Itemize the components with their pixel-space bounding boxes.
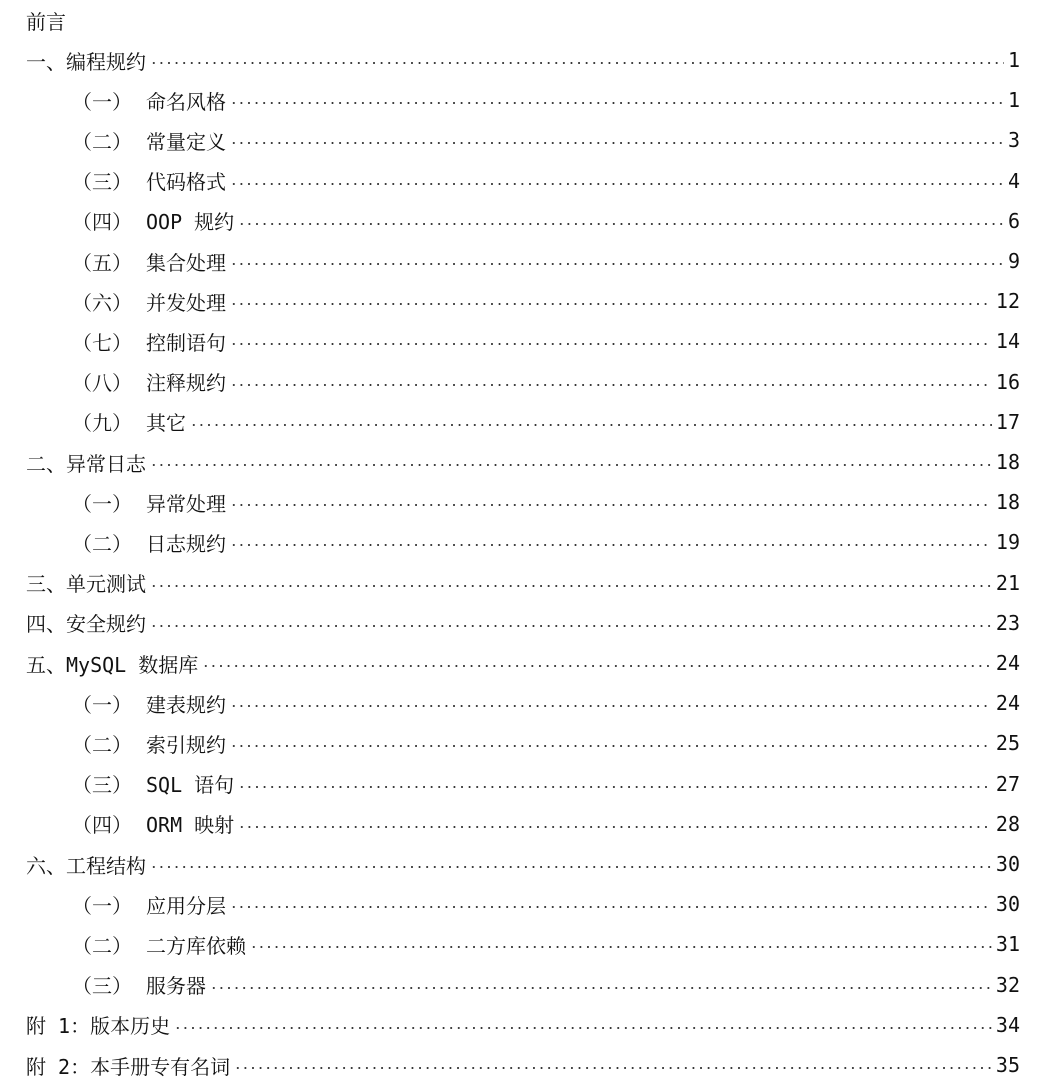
dot-leader [250, 946, 992, 948]
toc-entry-number: （四） [72, 813, 132, 838]
dot-leader [230, 303, 992, 305]
toc-entry-title: 安全规约 [66, 612, 146, 637]
toc-entry-page-number: 23 [995, 610, 1020, 635]
toc-entry[interactable] [26, 723, 1020, 763]
toc-entry[interactable] [26, 80, 1020, 120]
toc-entry-title: 索引规约 [146, 732, 226, 757]
dot-leader [150, 625, 992, 627]
toc-entry-title: 常量定义 [146, 129, 226, 154]
toc-entry[interactable] [26, 1005, 1020, 1045]
dot-leader [230, 745, 992, 747]
toc-entry[interactable] [26, 40, 1020, 80]
toc-entry[interactable] [26, 241, 1020, 281]
dot-leader [230, 343, 992, 345]
toc-entry[interactable] [26, 120, 1020, 160]
toc-entry-number: （一） [72, 491, 132, 516]
toc-entry[interactable] [26, 281, 1020, 321]
toc-entry[interactable] [26, 482, 1020, 522]
toc-entry-number: （三） [72, 170, 132, 195]
toc-entry[interactable] [26, 321, 1020, 361]
dot-leader [190, 424, 992, 426]
toc-entry-number: （三） [72, 773, 132, 798]
dot-leader [150, 464, 992, 466]
toc-entry-number: （四） [72, 210, 132, 235]
toc-entry[interactable] [26, 1045, 1020, 1085]
toc-heading-text: 前言 [26, 9, 66, 34]
dot-leader [230, 102, 1004, 104]
toc-entry[interactable] [26, 804, 1020, 844]
toc-entry-number: （七） [72, 330, 132, 355]
dot-leader [230, 705, 992, 707]
toc-entry[interactable] [26, 643, 1020, 683]
toc-entry[interactable] [26, 683, 1020, 723]
dot-leader [230, 504, 992, 506]
toc-entry-number: （五） [72, 250, 132, 275]
toc-entry-page-number: 3 [1007, 128, 1020, 153]
toc-entry-page-number: 35 [995, 1053, 1020, 1077]
toc-entry-title: 日志规约 [146, 531, 226, 556]
toc-entry-page-number: 32 [995, 972, 1020, 997]
toc-entry-page-number: 24 [995, 691, 1020, 716]
dot-leader [230, 263, 1004, 265]
toc-entry-number: （二） [72, 933, 132, 958]
toc-entry-page-number: 28 [995, 811, 1020, 836]
toc-entry-page-number: 4 [1007, 168, 1020, 193]
toc-entry-title: MySQL 数据库 [66, 652, 199, 677]
toc-entry-title: 本手册专有名词 [90, 1054, 231, 1079]
dot-leader [238, 223, 1004, 225]
toc-entry-number: （九） [72, 411, 132, 436]
dot-leader [150, 585, 992, 587]
toc-entry-number: 一、 [26, 49, 66, 74]
toc-entry-page-number: 9 [1007, 249, 1020, 273]
toc-entry-number: （三） [72, 974, 132, 999]
toc-entry-title: 服务器 [146, 974, 206, 999]
toc-entry-number: 六、 [26, 853, 66, 878]
toc-entry-title: 控制语句 [146, 330, 226, 355]
toc-entry-page-number: 21 [995, 570, 1020, 595]
toc-entry-title: 版本历史 [90, 1014, 171, 1039]
toc-entry-title: 其它 [146, 411, 186, 436]
toc-entry-number: （六） [72, 290, 132, 315]
toc-entry-title: 集合处理 [146, 250, 226, 275]
toc-entry-title: SQL 语句 [146, 773, 235, 798]
toc-entry-page-number: 1 [1007, 88, 1020, 113]
toc-entry[interactable] [26, 844, 1020, 884]
toc-entry-number: （二） [72, 531, 132, 556]
toc-entry-number: （一） [72, 893, 132, 918]
toc-entry-page-number: 31 [995, 932, 1020, 957]
toc-entry-page-number: 16 [995, 369, 1020, 394]
toc-entry-page-number: 12 [995, 289, 1020, 314]
toc-entry-title: 命名风格 [146, 89, 226, 114]
toc-entry-page-number: 18 [995, 490, 1020, 515]
toc-entry-page-number: 18 [995, 450, 1020, 474]
toc-entry-page-number: 30 [995, 852, 1020, 876]
dot-leader [238, 826, 992, 828]
dot-leader [238, 786, 992, 788]
toc-entry-page-number: 24 [995, 651, 1020, 675]
toc-entry-title: 单元测试 [66, 572, 146, 597]
dot-leader [230, 906, 992, 908]
toc-entry[interactable] [26, 362, 1020, 402]
toc-entry[interactable] [26, 764, 1020, 804]
toc-entry[interactable] [26, 442, 1020, 482]
toc-entry-title: 异常日志 [66, 451, 146, 476]
toc-entry-number: （八） [72, 371, 132, 396]
toc-entry-page-number: 19 [995, 530, 1020, 555]
dot-leader [230, 142, 1004, 144]
toc-entry[interactable] [26, 201, 1020, 241]
toc-entry-page-number: 25 [995, 731, 1020, 756]
toc-entry[interactable] [26, 402, 1020, 442]
dot-leader [230, 183, 1004, 185]
dot-leader [174, 1027, 992, 1029]
toc-entry-number: 五、 [26, 652, 66, 677]
toc-entry-title: 编程规约 [66, 49, 146, 74]
toc-entry-number: 附 2： [26, 1054, 91, 1079]
toc-entry-number: （二） [72, 732, 132, 757]
dot-leader [230, 544, 992, 546]
toc-entry-title: OOP 规约 [146, 210, 235, 235]
dot-leader [150, 62, 1004, 64]
toc-entry[interactable] [26, 603, 1020, 643]
toc-entry-title: 代码格式 [146, 170, 226, 195]
toc-entry[interactable] [26, 563, 1020, 603]
dot-leader [234, 1067, 992, 1069]
toc-entry-title: 工程结构 [66, 853, 146, 878]
dot-leader [210, 987, 992, 989]
toc-entry-number: 四、 [26, 612, 66, 637]
toc-entry-page-number: 27 [995, 771, 1020, 796]
toc-entry-page-number: 1 [1007, 48, 1020, 72]
toc-entry-number: （二） [72, 129, 132, 154]
toc-entry-title: 并发处理 [146, 290, 226, 315]
toc-entry[interactable] [26, 965, 1020, 1005]
toc-entry-page-number: 6 [1007, 208, 1020, 233]
dot-leader [150, 866, 992, 868]
toc-entry[interactable] [26, 161, 1020, 201]
toc-entry-title: 异常处理 [146, 491, 226, 516]
toc-heading [26, 0, 1020, 40]
toc-entry-number: 附 1： [26, 1014, 91, 1039]
toc-entry[interactable] [26, 884, 1020, 924]
toc-entry-title: 注释规约 [146, 371, 226, 396]
toc-entry-title: 建表规约 [146, 692, 226, 717]
toc-entry[interactable] [26, 522, 1020, 562]
dot-leader [230, 384, 992, 386]
toc-entry-number: （一） [72, 692, 132, 717]
dot-leader [202, 665, 992, 667]
toc-entry-title: 应用分层 [146, 893, 226, 918]
toc-entry-page-number: 30 [995, 892, 1020, 917]
toc-entry-page-number: 34 [995, 1012, 1020, 1037]
toc-entry-number: 二、 [26, 451, 66, 476]
toc-entry-number: 三、 [26, 572, 66, 597]
toc-entry-title: 二方库依赖 [146, 933, 246, 958]
toc-entry-number: （一） [72, 89, 132, 114]
toc-entry-title: ORM 映射 [146, 813, 235, 838]
toc-entry[interactable] [26, 924, 1020, 964]
toc-entry-page-number: 17 [995, 409, 1020, 434]
toc-entry-page-number: 14 [995, 329, 1020, 354]
